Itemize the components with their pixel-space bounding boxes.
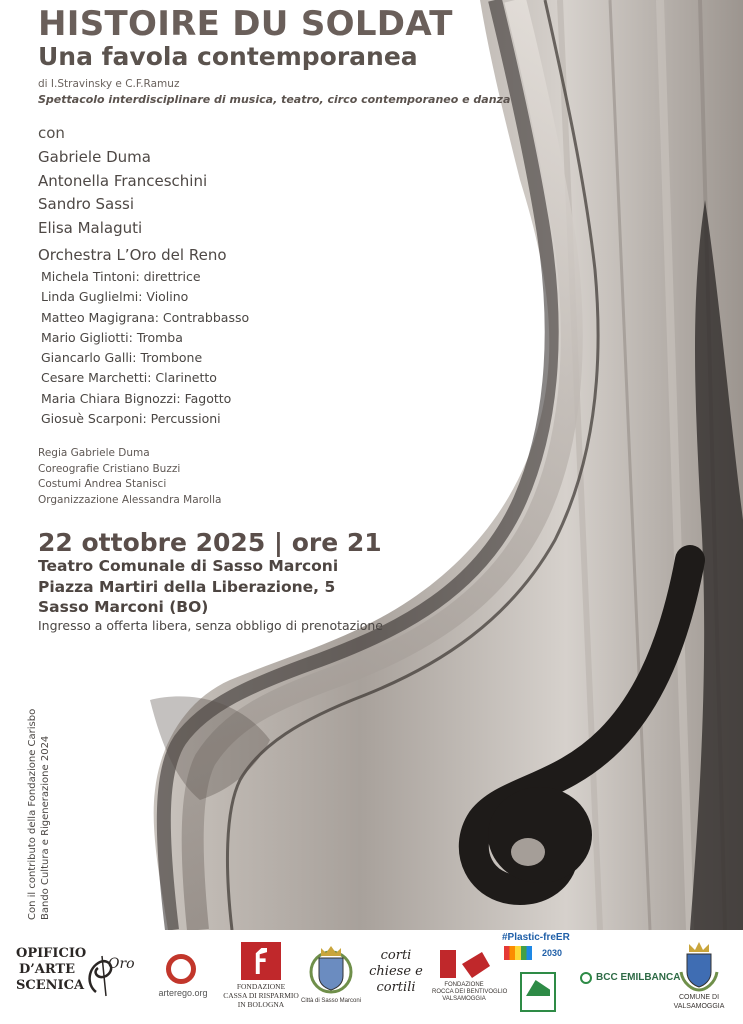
fondazione-rocca-logo: FONDAZIONE ROCCA DEI BENTIVOGLIO VALSAMOGGIA [432, 946, 496, 1010]
orchestra-name: Orchestra L’Oro del Reno [38, 246, 227, 264]
show-tagline: Spettacolo interdisciplinare di musica, teatro, circo contemporaneo e danza [38, 93, 511, 106]
regione-emilia-romagna-logo [520, 972, 556, 1012]
venue-line: Teatro Comunale di Sasso Marconi [38, 557, 339, 575]
orchestra-member: Matteo Magigrana: Contrabbasso [41, 309, 250, 325]
sponsor-note-line: Bando Cultura e Rigenerazione 2024 [40, 735, 51, 920]
performer-name: Elisa Malaguti [38, 218, 143, 237]
orchestra-member: Michela Tintoni: direttrice [41, 269, 201, 284]
rocca-mark-icon [432, 946, 496, 980]
valsamoggia-crest-icon [668, 940, 730, 992]
opificio-logo: OPIFICIO D’ARTE SCENICA [16, 946, 87, 993]
event-date: 22 ottobre 2025 | ore 21 [38, 528, 382, 557]
show-title: HISTOIRE DU SOLDAT [38, 4, 453, 44]
performer-name: Antonella Franceschini [38, 171, 208, 190]
plastic-free-er-logo: #Plastic-freER 2030 [502, 932, 580, 1022]
carisbo-mark-icon [241, 942, 281, 980]
arterego-logo: arterego.org [158, 954, 208, 1008]
comune-valsamoggia-logo: COMUNE DI VALSAMOGGIA [668, 940, 730, 1018]
arterego-ring-icon [166, 954, 196, 984]
sponsor-note [26, 709, 52, 920]
venue-line: Sasso Marconi (BO) [38, 598, 209, 616]
credit-line: Costumi Andrea Stanisci [38, 478, 167, 491]
production-credits [38, 447, 221, 510]
corti-chiese-cortili-logo: corti chiese e cortili [369, 948, 423, 995]
authors-line: di I.Stravinsky e C.F.Ramuz [38, 78, 180, 90]
performer-list [38, 148, 207, 242]
performer-name: Sandro Sassi [38, 195, 135, 213]
entry-note: Ingresso a offerta libera, senza obbligo di prenotazione [38, 618, 383, 633]
venue-block [38, 557, 338, 619]
orchestra-member: Linda Guglielmi: Violino [41, 289, 189, 305]
orchestra-member-list [41, 269, 249, 431]
oro-del-reno-logo: Oro [82, 950, 150, 1000]
venue-line: Piazza Martiri della Liberazione, 5 [38, 577, 336, 596]
orchestra-member: Mario Gigliotti: Tromba [41, 329, 183, 345]
coat-of-arms-icon [302, 940, 360, 998]
orchestra-member: Giancarlo Galli: Trombone [41, 350, 203, 366]
orchestra-member: Cesare Marchetti: Clarinetto [41, 370, 217, 386]
sponsor-note-line: Con il contributo della Fondazione Carisbo [27, 708, 38, 920]
orchestra-member: Giosuè Scarponi: Percussioni [41, 411, 221, 427]
orchestra-member: Maria Chiara Bignozzi: Fagotto [41, 390, 232, 406]
bcc-emilbanca-logo: BCC EMILBANCA [580, 970, 670, 990]
cast-intro: con [38, 124, 65, 142]
show-subtitle: Una favola contemporanea [38, 42, 418, 71]
bcc-mark-icon [580, 972, 592, 984]
sdg-bar-icon [504, 946, 532, 960]
credit-line: Regia Gabriele Duma [38, 447, 150, 459]
credit-line: Organizzazione Alessandra Marolla [38, 494, 222, 507]
fondazione-carisbo-logo: FONDAZIONE CASSA DI RISPARMIO IN BOLOGNA [218, 942, 304, 1010]
performer-name: Gabriele Duma [38, 148, 151, 166]
credit-line: Coreografie Cristiano Buzzi [38, 462, 181, 475]
sasso-marconi-logo: Città di Sasso Marconi [302, 940, 360, 1010]
logo-strip [0, 930, 743, 1024]
